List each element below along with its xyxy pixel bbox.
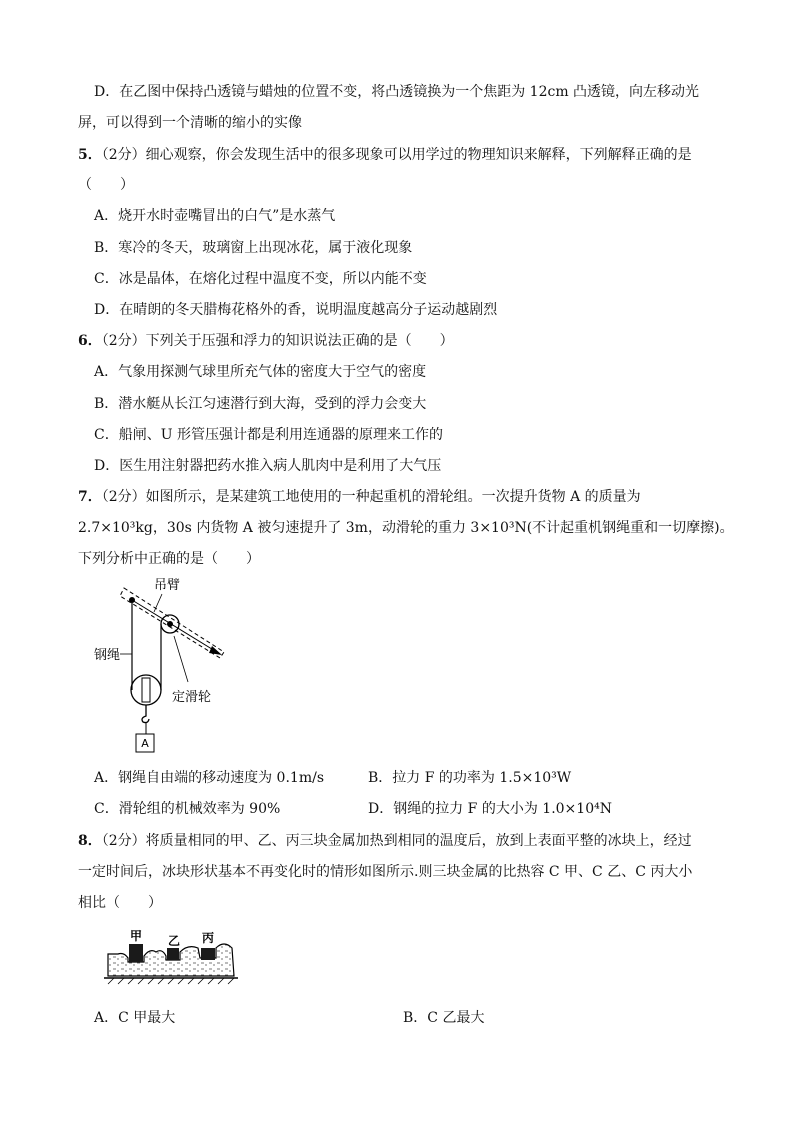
q7-number: 7．: [78, 489, 102, 505]
metal-block-jia: [129, 944, 143, 962]
rope-label: 钢绳: [94, 648, 121, 663]
q7-stem-line3: 下列分析中正确的是（ ）: [78, 551, 260, 567]
fixed-pulley-label: 定滑轮: [172, 690, 212, 705]
q6-option-c: C．船闸、U 形管压强计都是利用连通器的原理来工作的: [94, 427, 443, 443]
q5-stem-line2: （ ）: [78, 177, 134, 193]
q5-number: 5．: [78, 147, 102, 163]
label-yi: 乙: [168, 934, 181, 948]
q5-stem: [78, 145, 692, 165]
q5-stem-line1: （2分）细心观察，你会发现生活中的很多现象可以用学过的物理知识来解释，下列解释正确的是: [101, 147, 692, 163]
q8-stem-line1: （2分）将质量相同的甲、乙、丙三块金属加热到相同的温度后，放到上表面平整的冰块上，经过: [101, 833, 692, 849]
cargo-label: A: [141, 737, 149, 750]
crane-arm-line: [132, 600, 220, 654]
q6-number: 6．: [78, 333, 102, 349]
q7-option-b: B．拉力 F 的功率为 1.5×10³W: [368, 770, 572, 786]
q5-option-c: C．冰是晶体，在熔化过程中温度不变，所以内能不变: [94, 271, 427, 287]
q4-option-d-line2: 屏，可以得到一个清晰的缩小的实像: [78, 115, 302, 131]
q8-stem-line2: 一定时间后，冰块形状基本不再变化时的情形如图所示.则三块金属的比热容 C 甲、C 乙、C 丙大小: [78, 864, 693, 880]
q6-option-a: A．气象用探测气球里所充气体的密度大于空气的密度: [94, 364, 427, 380]
q4-option-d-line1: D．在乙图中保持凸透镜与蜡烛的位置不变，将凸透镜换为一个焦距为 12cm 凸透镜，向左移动光: [94, 84, 700, 100]
q7-option-d: D．钢绳的拉力 F 的大小为 1.0×10⁴N: [368, 801, 612, 817]
arm-label: 吊臂: [154, 578, 181, 593]
hook: [142, 705, 149, 723]
label-bing: 丙: [202, 931, 215, 945]
metal-block-bing: [201, 948, 215, 960]
q7-stem-line2: 2.7×10³kg，30s 内货物 A 被匀速提升了 3m，动滑轮的重力 3×10³N(不计起重机钢绳重和一切摩擦)。: [78, 520, 734, 536]
q8-option-a: A．C 甲最大: [94, 1010, 176, 1026]
q8-stem-line3: 相比（ ）: [78, 895, 162, 911]
moving-pulley-frame: [142, 678, 150, 702]
metal-block-yi: [167, 948, 179, 960]
q6-option-b: B．潜水艇从长江匀速潜行到大海，受到的浮力会变大: [94, 396, 427, 412]
ground-hatching: [108, 978, 234, 984]
q5-option-b: B．寒冷的冬天，玻璃窗上出现冰花，属于液化现象: [94, 240, 413, 256]
q8-stem: [78, 831, 692, 851]
arm-arrow-head: [209, 646, 222, 655]
q8-number: 8．: [78, 833, 102, 849]
q8-option-b: B．C 乙最大: [403, 1010, 485, 1026]
q6-option-d: D．医生用注射器把药水推入病人肌肉中是利用了大气压: [94, 458, 442, 474]
ice-block-diagram: [104, 918, 240, 988]
q7-stem-line1: （2分）如图所示，是某建筑工地使用的一种起重机的滑轮组。一次提升货物 A 的质量为: [101, 489, 641, 505]
q5-option-a: A．烧开水时壶嘴冒出的白气”是水蒸气: [94, 208, 336, 224]
q7-stem: [78, 487, 641, 507]
q6-stem-text: （2分）下列关于压强和浮力的知识说法正确的是（ ）: [101, 333, 454, 349]
q7-option-c: C．滑轮组的机械效率为 90%: [94, 801, 281, 817]
q5-option-d: D．在晴朗的冬天腊梅花格外的香，说明温度越高分子运动越剧烈: [94, 302, 498, 318]
crane-pulley-diagram: [88, 578, 238, 758]
pulley-label-leader: [174, 636, 188, 682]
label-jia: 甲: [130, 929, 143, 943]
arm-label-leader: [154, 594, 162, 612]
q7-option-a: A．钢绳自由端的移动速度为 0.1m/s: [94, 770, 325, 786]
fixed-pulley-axle: [167, 621, 173, 627]
q6-stem: [78, 331, 454, 351]
